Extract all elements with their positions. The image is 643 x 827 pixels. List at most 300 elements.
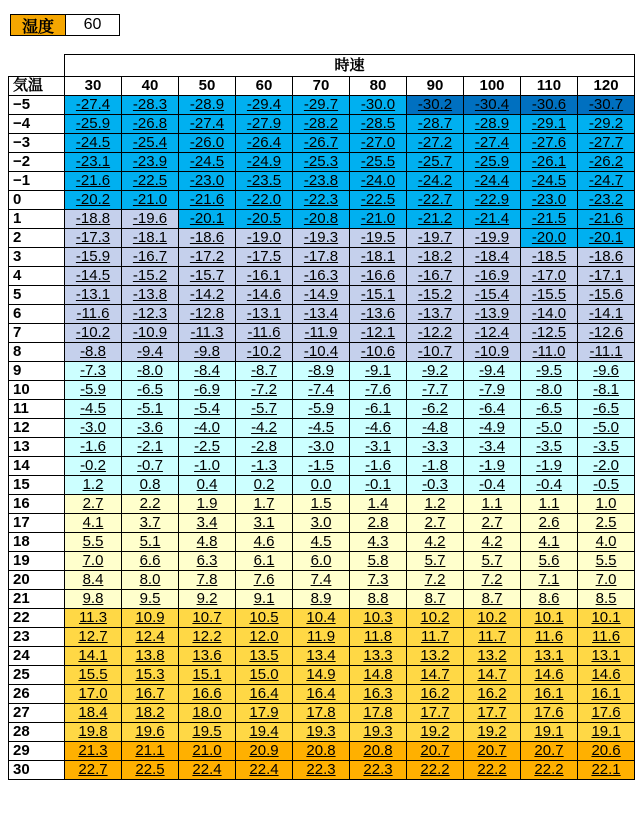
temp-label: 8 (9, 343, 65, 362)
temp-label: 0 (9, 191, 65, 210)
value-cell: 10.7 (179, 609, 236, 628)
value-cell: -19.9 (464, 229, 521, 248)
value-cell: -9.4 (122, 343, 179, 362)
value-cell: -12.5 (521, 324, 578, 343)
value-cell: -23.0 (521, 191, 578, 210)
value-cell: -5.0 (521, 419, 578, 438)
table-row (9, 210, 635, 229)
value-cell: -16.3 (293, 267, 350, 286)
value-cell: -3.4 (464, 438, 521, 457)
value-cell: 20.8 (293, 742, 350, 761)
value-cell: 14.6 (521, 666, 578, 685)
value-cell: -13.7 (407, 305, 464, 324)
value-cell: -21.4 (464, 210, 521, 229)
value-cell: 5.5 (578, 552, 635, 571)
wind-chill-table (8, 54, 635, 780)
value-cell: -1.9 (464, 457, 521, 476)
speed-title: 時速 (65, 55, 635, 77)
value-cell: 12.4 (122, 628, 179, 647)
value-cell: 13.8 (122, 647, 179, 666)
value-cell: 10.2 (464, 609, 521, 628)
value-cell: 4.3 (350, 533, 407, 552)
speed-header: 80 (350, 77, 407, 96)
temp-label: −3 (9, 134, 65, 153)
temp-label: −2 (9, 153, 65, 172)
value-cell: -4.2 (236, 419, 293, 438)
value-cell: -5.4 (179, 400, 236, 419)
table-row (9, 533, 635, 552)
value-cell: -15.2 (122, 267, 179, 286)
value-cell: -1.5 (293, 457, 350, 476)
value-cell: 17.0 (65, 685, 122, 704)
value-cell: -25.7 (407, 153, 464, 172)
table-row (9, 514, 635, 533)
value-cell: -7.6 (350, 381, 407, 400)
value-cell: 18.2 (122, 704, 179, 723)
table-row (9, 476, 635, 495)
speed-header: 70 (293, 77, 350, 96)
value-cell: -14.5 (65, 267, 122, 286)
value-cell: 22.1 (578, 761, 635, 780)
value-cell: -20.2 (65, 191, 122, 210)
value-cell: -16.1 (236, 267, 293, 286)
value-cell: -6.9 (179, 381, 236, 400)
table-row (9, 248, 635, 267)
temp-label: 23 (9, 628, 65, 647)
value-cell: 8.5 (578, 590, 635, 609)
value-cell: -25.5 (350, 153, 407, 172)
table-row (9, 609, 635, 628)
value-cell: -23.2 (578, 191, 635, 210)
value-cell: -4.6 (350, 419, 407, 438)
value-cell: -2.1 (122, 438, 179, 457)
value-cell: 6.3 (179, 552, 236, 571)
temp-label: −1 (9, 172, 65, 191)
table-row (9, 96, 635, 115)
value-cell: 19.3 (350, 723, 407, 742)
value-cell: 7.6 (236, 571, 293, 590)
value-cell: -7.9 (464, 381, 521, 400)
value-cell: -13.8 (122, 286, 179, 305)
speed-header: 90 (407, 77, 464, 96)
value-cell: 10.2 (407, 609, 464, 628)
value-cell: -4.8 (407, 419, 464, 438)
value-cell: -30.7 (578, 96, 635, 115)
table-row (9, 495, 635, 514)
value-cell: 10.9 (122, 609, 179, 628)
temp-label: 3 (9, 248, 65, 267)
table-row (9, 761, 635, 780)
value-cell: -8.0 (521, 381, 578, 400)
value-cell: 14.9 (293, 666, 350, 685)
table-row (9, 267, 635, 286)
value-cell: -19.0 (236, 229, 293, 248)
value-cell: -16.7 (122, 248, 179, 267)
value-cell: -28.2 (293, 115, 350, 134)
value-cell: 2.6 (521, 514, 578, 533)
value-cell: -21.6 (65, 172, 122, 191)
value-cell: -26.4 (236, 134, 293, 153)
value-cell: -13.9 (464, 305, 521, 324)
value-cell: 16.2 (464, 685, 521, 704)
value-cell: 22.2 (407, 761, 464, 780)
value-cell: -24.5 (521, 172, 578, 191)
value-cell: -10.2 (236, 343, 293, 362)
value-cell: -26.0 (179, 134, 236, 153)
value-cell: -21.6 (179, 191, 236, 210)
value-cell: -4.5 (293, 419, 350, 438)
value-cell: 4.6 (236, 533, 293, 552)
speed-header: 40 (122, 77, 179, 96)
value-cell: -23.0 (179, 172, 236, 191)
value-cell: -22.9 (464, 191, 521, 210)
value-cell: -17.0 (521, 267, 578, 286)
value-cell: 19.2 (407, 723, 464, 742)
value-cell: -27.4 (179, 115, 236, 134)
value-cell: -18.4 (464, 248, 521, 267)
value-cell: -18.6 (578, 248, 635, 267)
value-cell: 6.6 (122, 552, 179, 571)
value-cell: -2.5 (179, 438, 236, 457)
value-cell: -20.8 (293, 210, 350, 229)
value-cell: -11.6 (65, 305, 122, 324)
value-cell: 11.8 (350, 628, 407, 647)
value-cell: 13.6 (179, 647, 236, 666)
temp-label: 24 (9, 647, 65, 666)
value-cell: 7.0 (65, 552, 122, 571)
value-cell: -5.7 (236, 400, 293, 419)
temp-label: −4 (9, 115, 65, 134)
value-cell: -22.5 (122, 172, 179, 191)
value-cell: -21.6 (578, 210, 635, 229)
value-cell: 1.0 (578, 495, 635, 514)
value-cell: -11.9 (293, 324, 350, 343)
value-cell: 20.8 (350, 742, 407, 761)
temp-label: 28 (9, 723, 65, 742)
value-cell: 16.7 (122, 685, 179, 704)
value-cell: -30.2 (407, 96, 464, 115)
value-cell: 14.6 (578, 666, 635, 685)
value-cell: 13.2 (464, 647, 521, 666)
value-cell: -15.4 (464, 286, 521, 305)
value-cell: -3.3 (407, 438, 464, 457)
value-cell: 16.4 (236, 685, 293, 704)
value-cell: -5.9 (293, 400, 350, 419)
value-cell: 19.4 (236, 723, 293, 742)
value-cell: -20.0 (521, 229, 578, 248)
temp-label: 29 (9, 742, 65, 761)
value-cell: -0.7 (122, 457, 179, 476)
value-cell: -5.9 (65, 381, 122, 400)
value-cell: 15.1 (179, 666, 236, 685)
value-cell: 13.2 (407, 647, 464, 666)
value-cell: -17.1 (578, 267, 635, 286)
value-cell: 2.8 (350, 514, 407, 533)
value-cell: 4.8 (179, 533, 236, 552)
value-cell: 1.1 (521, 495, 578, 514)
value-cell: 22.4 (179, 761, 236, 780)
value-cell: 11.6 (521, 628, 578, 647)
value-cell: -1.6 (65, 438, 122, 457)
value-cell: -12.3 (122, 305, 179, 324)
table-row (9, 628, 635, 647)
value-cell: 3.1 (236, 514, 293, 533)
value-cell: 13.3 (350, 647, 407, 666)
value-cell: 16.1 (521, 685, 578, 704)
value-cell: 12.7 (65, 628, 122, 647)
temp-label: 10 (9, 381, 65, 400)
table-row (9, 400, 635, 419)
value-cell: -1.8 (407, 457, 464, 476)
temp-label: 7 (9, 324, 65, 343)
value-cell: 13.5 (236, 647, 293, 666)
value-cell: 14.1 (65, 647, 122, 666)
value-cell: 22.2 (464, 761, 521, 780)
value-cell: 1.1 (464, 495, 521, 514)
value-cell: 19.6 (122, 723, 179, 742)
value-cell: -6.5 (578, 400, 635, 419)
value-cell: 19.1 (521, 723, 578, 742)
value-cell: -27.4 (464, 134, 521, 153)
value-cell: -6.2 (407, 400, 464, 419)
value-cell: 7.4 (293, 571, 350, 590)
temp-label: 9 (9, 362, 65, 381)
value-cell: 17.9 (236, 704, 293, 723)
value-cell: 4.1 (521, 533, 578, 552)
value-cell: 20.9 (236, 742, 293, 761)
value-cell: -11.0 (521, 343, 578, 362)
value-cell: 7.1 (521, 571, 578, 590)
value-cell: 17.6 (521, 704, 578, 723)
speed-header: 30 (65, 77, 122, 96)
value-cell: -24.4 (464, 172, 521, 191)
table-row (9, 324, 635, 343)
value-cell: 11.7 (464, 628, 521, 647)
table-row (9, 381, 635, 400)
value-cell: -18.2 (407, 248, 464, 267)
value-cell: 1.2 (65, 476, 122, 495)
value-cell: -9.4 (464, 362, 521, 381)
value-cell: -17.2 (179, 248, 236, 267)
value-cell: -22.0 (236, 191, 293, 210)
value-cell: -0.2 (65, 457, 122, 476)
value-cell: 22.5 (122, 761, 179, 780)
value-cell: -5.1 (122, 400, 179, 419)
value-cell: -4.5 (65, 400, 122, 419)
value-cell: -0.1 (350, 476, 407, 495)
table-row (9, 723, 635, 742)
value-cell: 8.8 (350, 590, 407, 609)
value-cell: -8.8 (65, 343, 122, 362)
value-cell: -14.2 (179, 286, 236, 305)
value-cell: 4.5 (293, 533, 350, 552)
value-cell: -19.6 (122, 210, 179, 229)
table-row (9, 704, 635, 723)
value-cell: 12.2 (179, 628, 236, 647)
value-cell: -20.5 (236, 210, 293, 229)
value-cell: -28.5 (350, 115, 407, 134)
value-cell: 8.6 (521, 590, 578, 609)
temp-label: 16 (9, 495, 65, 514)
value-cell: -21.5 (521, 210, 578, 229)
value-cell: 22.4 (236, 761, 293, 780)
temp-label: 5 (9, 286, 65, 305)
value-cell: -8.9 (293, 362, 350, 381)
table-row (9, 362, 635, 381)
value-cell: 1.5 (293, 495, 350, 514)
value-cell: 11.7 (407, 628, 464, 647)
value-cell: -1.0 (179, 457, 236, 476)
speed-header: 50 (179, 77, 236, 96)
value-cell: 4.0 (578, 533, 635, 552)
value-cell: 10.1 (521, 609, 578, 628)
table-row (9, 134, 635, 153)
value-cell: 8.4 (65, 571, 122, 590)
value-cell: -28.9 (179, 96, 236, 115)
value-cell: -12.6 (578, 324, 635, 343)
value-cell: 15.5 (65, 666, 122, 685)
table-row (9, 742, 635, 761)
value-cell: 2.7 (65, 495, 122, 514)
value-cell: 12.0 (236, 628, 293, 647)
value-cell: -10.6 (350, 343, 407, 362)
table-row (9, 419, 635, 438)
value-cell: 19.2 (464, 723, 521, 742)
value-cell: -4.0 (179, 419, 236, 438)
value-cell: 17.6 (578, 704, 635, 723)
value-cell: 22.3 (293, 761, 350, 780)
value-cell: 5.5 (65, 533, 122, 552)
value-cell: -10.9 (122, 324, 179, 343)
value-cell: -6.5 (521, 400, 578, 419)
table-row (9, 666, 635, 685)
value-cell: 3.7 (122, 514, 179, 533)
speed-header: 120 (578, 77, 635, 96)
value-cell: -8.7 (236, 362, 293, 381)
value-cell: -3.1 (350, 438, 407, 457)
value-cell: -12.4 (464, 324, 521, 343)
value-cell: -15.6 (578, 286, 635, 305)
corner-empty (9, 55, 65, 77)
value-cell: 18.4 (65, 704, 122, 723)
table-row (9, 229, 635, 248)
value-cell: -24.7 (578, 172, 635, 191)
value-cell: -21.0 (350, 210, 407, 229)
value-cell: -0.4 (464, 476, 521, 495)
temp-label: 15 (9, 476, 65, 495)
value-cell: -9.5 (521, 362, 578, 381)
value-cell: -11.6 (236, 324, 293, 343)
value-cell: -15.5 (521, 286, 578, 305)
table-row (9, 343, 635, 362)
value-cell: 5.6 (521, 552, 578, 571)
value-cell: -5.0 (578, 419, 635, 438)
value-cell: -3.0 (293, 438, 350, 457)
value-cell: -12.8 (179, 305, 236, 324)
value-cell: 22.2 (521, 761, 578, 780)
value-cell: 7.2 (407, 571, 464, 590)
value-cell: 10.4 (293, 609, 350, 628)
value-cell: -24.5 (179, 153, 236, 172)
value-cell: -27.9 (236, 115, 293, 134)
value-cell: 6.1 (236, 552, 293, 571)
value-cell: -9.1 (350, 362, 407, 381)
value-cell: 1.2 (407, 495, 464, 514)
value-cell: -6.1 (350, 400, 407, 419)
value-cell: -0.3 (407, 476, 464, 495)
table-row (9, 286, 635, 305)
value-cell: -18.1 (122, 229, 179, 248)
value-cell: 22.3 (350, 761, 407, 780)
value-cell: -13.4 (293, 305, 350, 324)
value-cell: -18.5 (521, 248, 578, 267)
value-cell: 19.3 (293, 723, 350, 742)
temp-label: 30 (9, 761, 65, 780)
value-cell: -7.2 (236, 381, 293, 400)
value-cell: -9.6 (578, 362, 635, 381)
value-cell: -21.0 (122, 191, 179, 210)
temp-label: 6 (9, 305, 65, 324)
value-cell: -8.1 (578, 381, 635, 400)
value-cell: -13.6 (350, 305, 407, 324)
value-cell: 13.1 (578, 647, 635, 666)
value-cell: -26.1 (521, 153, 578, 172)
value-cell: 16.3 (350, 685, 407, 704)
table-row (9, 590, 635, 609)
temp-label: 12 (9, 419, 65, 438)
value-cell: -28.9 (464, 115, 521, 134)
value-cell: 11.3 (65, 609, 122, 628)
table-row (9, 305, 635, 324)
value-cell: -6.4 (464, 400, 521, 419)
value-cell: -8.0 (122, 362, 179, 381)
temp-label: 13 (9, 438, 65, 457)
value-cell: 4.1 (65, 514, 122, 533)
value-cell: -24.9 (236, 153, 293, 172)
value-cell: 8.7 (464, 590, 521, 609)
value-cell: 20.7 (521, 742, 578, 761)
value-cell: -27.0 (350, 134, 407, 153)
value-cell: 16.4 (293, 685, 350, 704)
value-cell: -30.0 (350, 96, 407, 115)
table-row (9, 571, 635, 590)
value-cell: -6.5 (122, 381, 179, 400)
value-cell: 7.0 (578, 571, 635, 590)
temp-label: 14 (9, 457, 65, 476)
value-cell: 5.8 (350, 552, 407, 571)
value-cell: 2.7 (407, 514, 464, 533)
value-cell: 20.7 (464, 742, 521, 761)
value-cell: 13.1 (521, 647, 578, 666)
value-cell: -19.3 (293, 229, 350, 248)
value-cell: 0.0 (293, 476, 350, 495)
value-cell: -0.4 (521, 476, 578, 495)
value-cell: -14.9 (293, 286, 350, 305)
value-cell: -20.1 (578, 229, 635, 248)
value-cell: -23.1 (65, 153, 122, 172)
temp-label: 22 (9, 609, 65, 628)
value-cell: -24.5 (65, 134, 122, 153)
value-cell: -18.8 (65, 210, 122, 229)
value-cell: 5.1 (122, 533, 179, 552)
value-cell: -22.3 (293, 191, 350, 210)
value-cell: 20.6 (578, 742, 635, 761)
value-cell: -26.8 (122, 115, 179, 134)
value-cell: -30.6 (521, 96, 578, 115)
speed-header: 60 (236, 77, 293, 96)
value-cell: 19.1 (578, 723, 635, 742)
value-cell: -27.4 (65, 96, 122, 115)
